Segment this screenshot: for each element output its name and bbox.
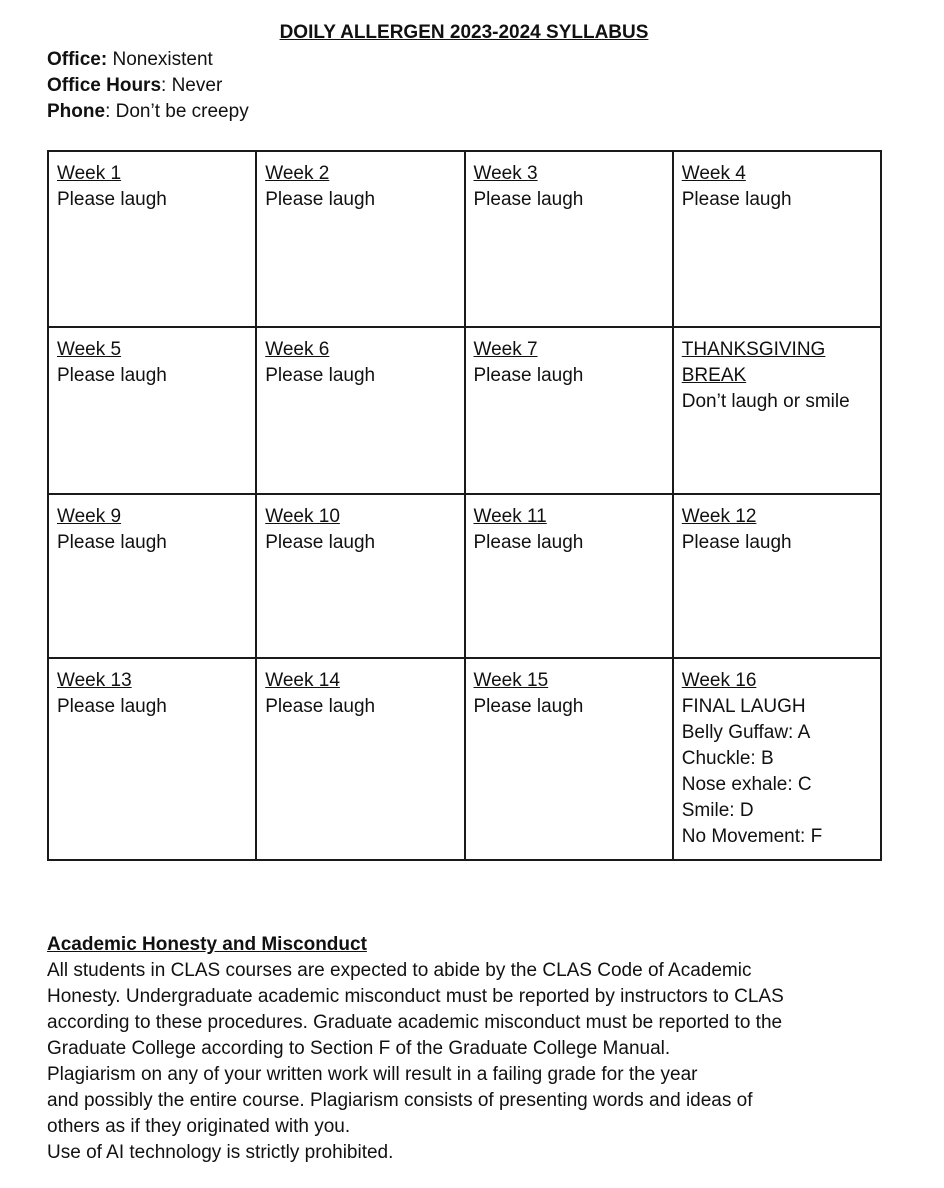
week-note: Please laugh [265,365,376,386]
paragraph-line: All students in CLAS courses are expected to abide by the CLAS Code of Academic [47,960,752,981]
paragraph-line: Graduate College according to Section F of the Graduate College Manual. [47,1038,671,1059]
week-label: Week 16 [681,670,757,691]
schedule-row [48,658,881,860]
week-label: Week 7 [473,339,538,360]
paragraph-line: Plagiarism on any of your written work will result in a failing grade for the year [47,1064,698,1085]
schedule-cell [673,658,881,860]
week-note: Please laugh [265,189,376,210]
schedule-row [48,327,881,494]
phone-label: Phone [47,101,106,122]
academic-honesty-heading: Academic Honesty and Misconduct [47,934,367,955]
week-note: Please laugh [57,696,167,717]
week-note: Please laugh [473,189,584,210]
week-note: Belly Guffaw: A [681,722,811,743]
week-note: Please laugh [57,532,167,553]
paragraph-line: Use of AI technology is strictly prohibited. [47,1142,394,1163]
schedule-table [47,150,882,861]
schedule-cell [465,151,673,327]
schedule-cell [48,494,256,658]
office-hours-row [47,73,249,99]
page-title: DOILY ALLERGEN 2023-2024 SYLLABUS [279,22,649,43]
week-note: Nose exhale: C [681,774,812,795]
schedule-cell [48,658,256,860]
schedule-cell [256,327,464,494]
week-note: Please laugh [681,532,792,553]
schedule-row [48,494,881,658]
academic-honesty-text [47,958,907,1166]
schedule-cell [465,494,673,658]
week-label: Week 14 [265,670,340,691]
week-label: Week 12 [681,506,757,527]
week-note: Please laugh [681,189,792,210]
week-note: Please laugh [57,189,167,210]
paragraph-line: others as if they originated with you. [47,1116,351,1137]
paragraph-line: Honesty. Undergraduate academic misconduct must be reported by instructors to CLAS [47,986,784,1007]
week-note: Please laugh [265,532,376,553]
week-note: Please laugh [473,696,584,717]
schedule-cell [673,151,881,327]
week-label: Week 6 [265,339,330,360]
week-label: Week 13 [57,670,132,691]
phone-value: : Don’t be creepy [105,101,249,122]
week-label: Week 15 [473,670,549,691]
office-value: Nonexistent [107,49,213,70]
schedule-cell [256,658,464,860]
week-label: Week 2 [265,163,330,184]
office-hours-value: : Never [161,75,223,96]
week-label: THANKSGIVING BREAK [681,339,826,386]
week-note: Please laugh [473,365,584,386]
week-note: No Movement: F [681,826,823,847]
paragraph-line: according to these procedures. Graduate academic misconduct must be reported to the [47,1012,783,1033]
office-hours-label: Office Hours [47,75,162,96]
contact-info [47,47,249,125]
schedule-cell [48,327,256,494]
schedule-cell [256,151,464,327]
week-note: Please laugh [265,696,376,717]
week-label: Week 11 [473,506,547,527]
week-note: Please laugh [473,532,584,553]
academic-honesty-section [47,932,907,1166]
phone-row [47,99,249,125]
week-note: Smile: D [681,800,754,821]
week-label: Week 4 [681,163,746,184]
schedule-cell [465,327,673,494]
week-note: FINAL LAUGH [681,696,806,717]
paragraph-line: and possibly the entire course. Plagiarism consists of presenting words and ideas of [47,1090,753,1111]
week-label: Week 10 [265,506,340,527]
week-note: Please laugh [57,365,167,386]
week-label: Week 1 [57,163,122,184]
schedule-cell [673,327,881,494]
week-note: Chuckle: B [681,748,774,769]
schedule-cell [48,151,256,327]
office-label: Office: [47,49,108,70]
schedule-cell [465,658,673,860]
week-label: Week 9 [57,506,122,527]
schedule-cell [673,494,881,658]
week-label: Week 3 [473,163,538,184]
schedule-cell [256,494,464,658]
week-label: Week 5 [57,339,122,360]
schedule-row [48,151,881,327]
office-row [47,47,249,73]
week-note: Don’t laugh or smile [681,391,850,412]
